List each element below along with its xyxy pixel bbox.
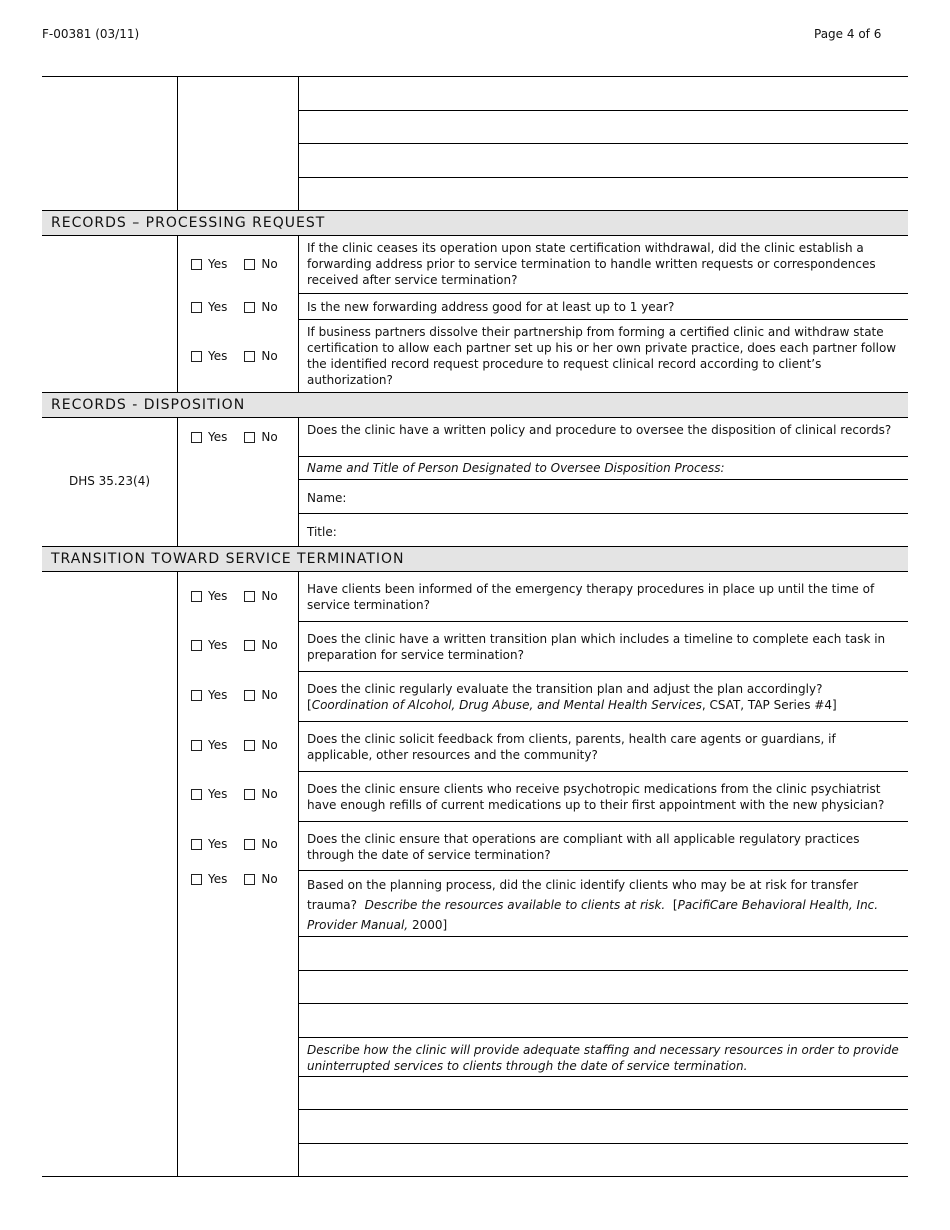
continuation-row bbox=[42, 77, 908, 211]
section-transition bbox=[42, 572, 908, 1177]
regulation-reference: DHS 35.23(4) bbox=[68, 474, 151, 488]
no-checkbox[interactable] bbox=[244, 874, 255, 885]
yes-no-group: Yes No bbox=[191, 872, 278, 886]
section-header-processing-request: RECORDS – PROCESSING REQUEST bbox=[42, 211, 908, 236]
yes-no-group: Yes No bbox=[191, 787, 278, 801]
yes-no-group: Yes No bbox=[191, 257, 278, 271]
no-checkbox[interactable] bbox=[244, 351, 255, 362]
no-checkbox[interactable] bbox=[244, 432, 255, 443]
write-line[interactable] bbox=[299, 77, 908, 111]
yes-checkbox[interactable] bbox=[191, 302, 202, 313]
question-text: Based on the planning process, did the clinic identify clients who may be at risk for transfer trauma? Describe the resources available to clients at risk. [PacifiCare Behavioral Health, Inc. Provider Manual, 2000] bbox=[299, 871, 908, 937]
no-checkbox[interactable] bbox=[244, 302, 255, 313]
no-checkbox[interactable] bbox=[244, 591, 255, 602]
write-line[interactable] bbox=[299, 111, 908, 144]
question-text: If the clinic ceases its operation upon state certification withdrawal, did the clinic establish a forwarding address prior to service termination to handle written requests or correspondences received after service termination? bbox=[299, 236, 908, 294]
question-text: Does the clinic regularly evaluate the transition plan and adjust the plan accordingly? [Coordination of Alcohol, Drug Abuse, and Mental Health Services, CSAT, TAP Series #4] bbox=[299, 672, 908, 722]
write-line[interactable] bbox=[299, 178, 908, 210]
name-field[interactable]: Name: bbox=[299, 480, 908, 514]
question-text: Does the clinic have a written policy and procedure to oversee the disposition of clinical records? bbox=[299, 418, 908, 457]
no-checkbox[interactable] bbox=[244, 640, 255, 651]
designee-heading: Name and Title of Person Designated to Oversee Disposition Process: bbox=[299, 457, 908, 480]
yes-no-group: Yes No bbox=[191, 589, 278, 603]
no-checkbox[interactable] bbox=[244, 839, 255, 850]
question-text: Have clients been informed of the emergency therapy procedures in place up until the time of service termination? bbox=[299, 572, 908, 622]
write-line[interactable] bbox=[299, 937, 908, 971]
yes-checkbox[interactable] bbox=[191, 740, 202, 751]
question-text: Does the clinic ensure that operations are compliant with all applicable regulatory practices through the date of service termination? bbox=[299, 822, 908, 871]
no-checkbox[interactable] bbox=[244, 740, 255, 751]
write-line[interactable] bbox=[299, 1077, 908, 1110]
write-line[interactable] bbox=[299, 1004, 908, 1038]
form-number: F-00381 (03/11) bbox=[42, 27, 140, 41]
question-text: Is the new forwarding address good for at least up to 1 year? bbox=[299, 294, 908, 320]
page-number: Page 4 of 6 bbox=[814, 27, 882, 41]
yes-checkbox[interactable] bbox=[191, 432, 202, 443]
yes-checkbox[interactable] bbox=[191, 591, 202, 602]
question-text: If business partners dissolve their partnership from forming a certified clinic and withdraw state certification to allow each partner set up his or her own private practice, does each partner follow the identified record request procedure to request clinical record according to client’s authorization? bbox=[307, 325, 897, 387]
section-disposition bbox=[42, 418, 908, 547]
question-text: Does the clinic have a written transition plan which includes a timeline to complete each task in preparation for service termination? bbox=[299, 622, 908, 672]
yes-checkbox[interactable] bbox=[191, 640, 202, 651]
yes-checkbox[interactable] bbox=[191, 839, 202, 850]
section-header-disposition: RECORDS - DISPOSITION bbox=[42, 393, 908, 418]
no-checkbox[interactable] bbox=[244, 789, 255, 800]
yes-no-group: Yes No bbox=[191, 430, 278, 444]
checklist-form bbox=[42, 76, 908, 1177]
yes-no-group: Yes No bbox=[191, 688, 278, 702]
yes-checkbox[interactable] bbox=[191, 874, 202, 885]
write-line[interactable] bbox=[299, 144, 908, 178]
yes-no-group: Yes No bbox=[191, 837, 278, 851]
section-processing-request bbox=[42, 236, 908, 393]
yes-no-group: Yes No bbox=[191, 300, 278, 314]
no-checkbox[interactable] bbox=[244, 690, 255, 701]
yes-no-group: Yes No bbox=[191, 738, 278, 752]
question-text: Does the clinic ensure clients who receive psychotropic medications from the clinic psychiatrist have enough refills of current medications up to their first appointment with the new physician? bbox=[299, 772, 908, 822]
yes-checkbox[interactable] bbox=[191, 259, 202, 270]
title-field[interactable]: Title: bbox=[307, 525, 337, 539]
no-checkbox[interactable] bbox=[244, 259, 255, 270]
section-header-transition: TRANSITION TOWARD SERVICE TERMINATION bbox=[42, 547, 908, 572]
yes-checkbox[interactable] bbox=[191, 690, 202, 701]
staffing-prompt: Describe how the clinic will provide adequate staffing and necessary resources in order to provide uninterrupted services to clients through the date of service termination. bbox=[299, 1038, 908, 1077]
question-text: Does the clinic solicit feedback from clients, parents, health care agents or guardians, if applicable, other resources and the community? bbox=[299, 722, 908, 772]
yes-no-group: Yes No bbox=[191, 349, 278, 363]
yes-checkbox[interactable] bbox=[191, 351, 202, 362]
write-line[interactable] bbox=[299, 971, 908, 1004]
write-line[interactable] bbox=[299, 1144, 908, 1176]
yes-no-group: Yes No bbox=[191, 638, 278, 652]
yes-checkbox[interactable] bbox=[191, 789, 202, 800]
write-line[interactable] bbox=[299, 1110, 908, 1144]
